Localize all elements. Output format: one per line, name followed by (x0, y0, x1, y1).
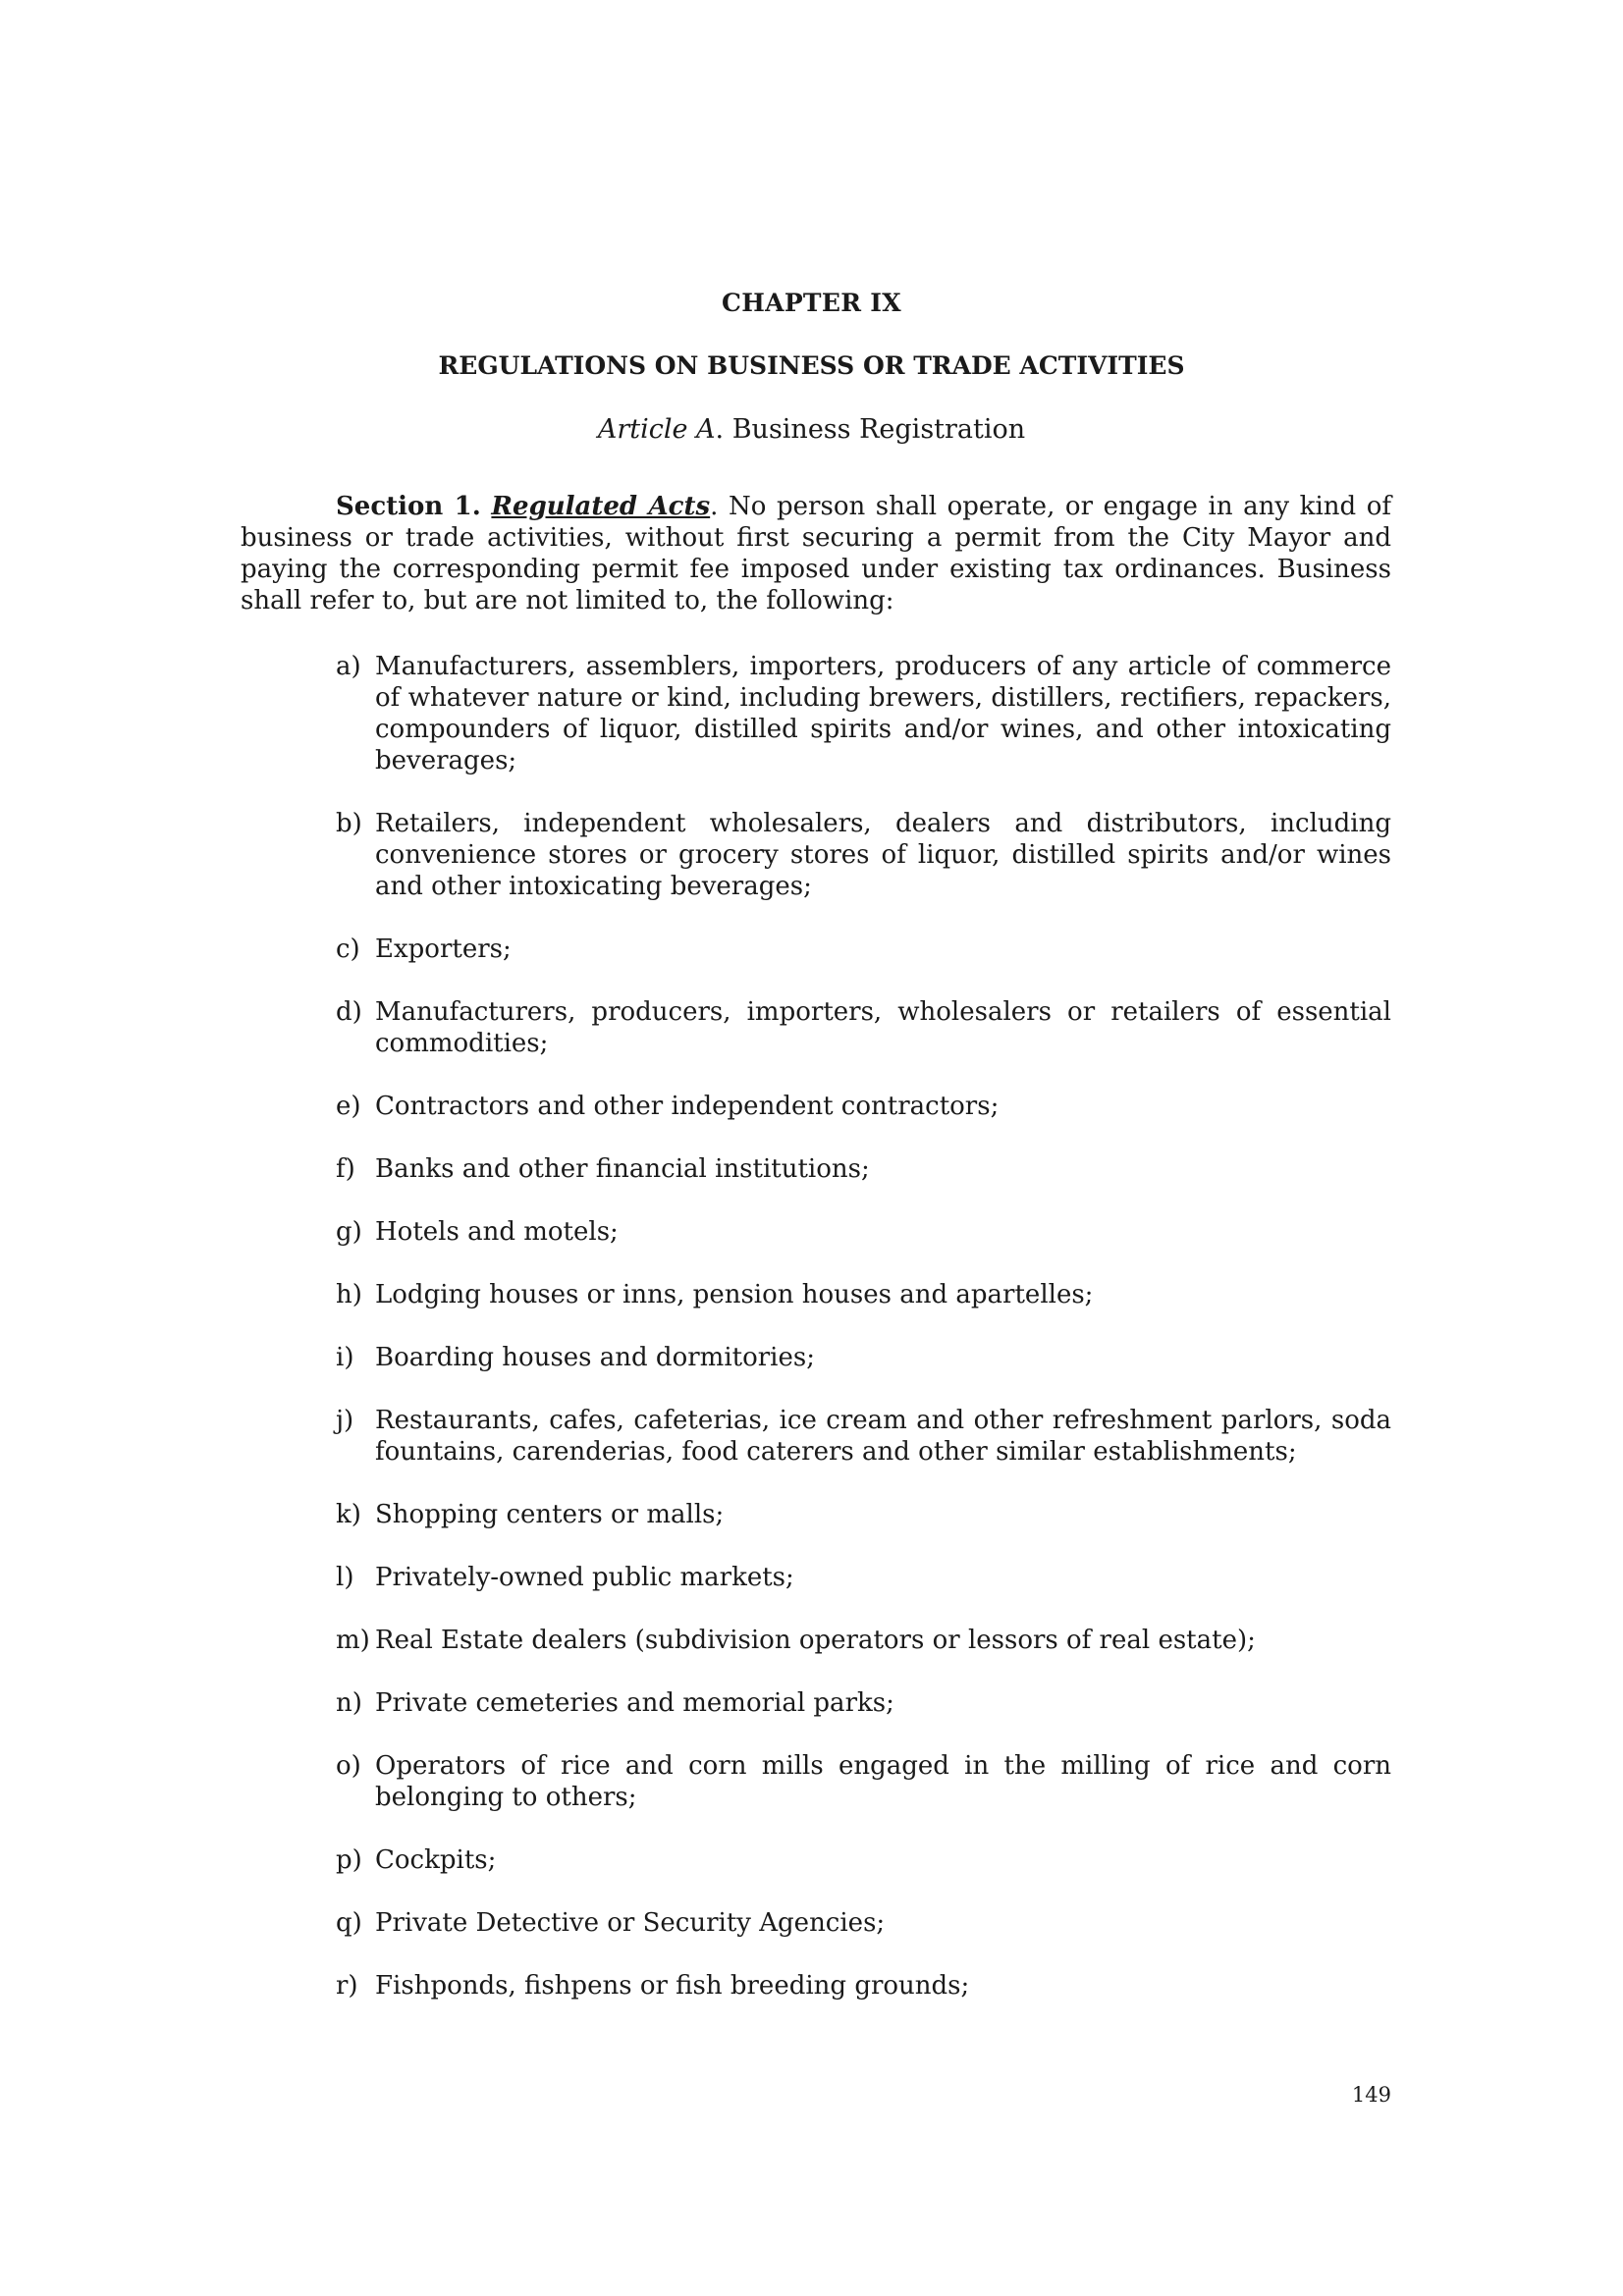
page-number: 149 (1351, 2083, 1391, 2107)
list-item-text: Real Estate dealers (subdivision operators or lessors of real estate); (375, 1626, 1256, 1655)
list-item-label: k) (336, 1500, 361, 1529)
list-item-text: Shopping centers or malls; (375, 1500, 725, 1529)
list-item-label: m) (336, 1626, 370, 1655)
list-item-text: Banks and other financial institutions; (375, 1154, 870, 1184)
list-item-label: j) (336, 1406, 354, 1435)
list-item (336, 1907, 1391, 1939)
section-paragraph (241, 491, 1391, 616)
list-item-text: Private cemeteries and memorial parks; (375, 1688, 894, 1718)
list-item-text: Operators of rice and corn mills engaged in the milling of rice and corn belonging to others; (375, 1751, 1391, 1812)
list-item (336, 1970, 1391, 2002)
list-item-label: r) (336, 1971, 358, 2001)
article-title: . Business Registration (715, 414, 1026, 445)
list-item-label: e) (336, 1092, 361, 1121)
list-item (336, 651, 1391, 776)
list-item-text: Contractors and other independent contractors; (375, 1092, 1000, 1121)
list-item (336, 1405, 1391, 1468)
section-label: Section 1. (336, 492, 481, 521)
list-item (336, 1687, 1391, 1719)
list-item-text: Lodging houses or inns, pension houses and apartelles; (375, 1280, 1094, 1309)
list-item (336, 1562, 1391, 1593)
list-item-label: i) (336, 1343, 354, 1372)
list-item (336, 1750, 1391, 1813)
list-item-label: a) (336, 652, 361, 681)
list-item (336, 996, 1391, 1059)
list-item-label: l) (336, 1563, 354, 1592)
article-heading (0, 414, 1623, 445)
list-item (336, 1091, 1391, 1122)
list-item-label: f) (336, 1154, 355, 1184)
list-item (336, 1216, 1391, 1248)
list-item (336, 1153, 1391, 1185)
list-item-text: Private Detective or Security Agencies; (375, 1908, 886, 1938)
list-item-text: Fishponds, fishpens or fish breeding grounds; (375, 1971, 970, 2001)
section-title: Regulated Acts (491, 492, 711, 521)
list-item (336, 1499, 1391, 1530)
list-item (336, 1625, 1391, 1656)
article-label: Article A (597, 414, 716, 445)
list-item-text: Exporters; (375, 934, 512, 964)
list-item (336, 808, 1391, 902)
list-item (336, 1844, 1391, 1876)
list-item (336, 1279, 1391, 1310)
list-item-label: p) (336, 1845, 362, 1875)
list-item-text: Hotels and motels; (375, 1217, 619, 1247)
list-item-text: Retailers, independent wholesalers, dealers and distributors, including convenience stores or grocery stores of liquor, distilled spirits and/or wines and other intoxicating beverages; (375, 809, 1391, 901)
chapter-heading: CHAPTER IX (722, 289, 901, 317)
list-item-text: Cockpits; (375, 1845, 497, 1875)
list-item-label: g) (336, 1217, 362, 1247)
chapter-title: REGULATIONS ON BUSINESS OR TRADE ACTIVITIES (438, 351, 1185, 380)
list-item-label: h) (336, 1280, 362, 1309)
list-item (336, 1342, 1391, 1373)
list-item-text: Privately-owned public markets; (375, 1563, 794, 1592)
list-item (336, 934, 1391, 965)
business-list (336, 651, 1391, 2033)
list-item-label: b) (336, 809, 362, 838)
list-item-label: c) (336, 934, 360, 964)
list-item-label: d) (336, 997, 362, 1027)
list-item-text: Manufacturers, assemblers, importers, producers of any article of commerce of whatever nature or kind, including brewers, distillers, rectifiers, repackers, compounders of liquor, distilled spirits and/or wines, and other intoxicating beverages; (375, 652, 1391, 775)
section-body: . No person shall operate, or engage in any kind of business or trade activities, without first securing a permit from the City Mayor and paying the corresponding permit fee imposed under existing tax ordinances. Business shall refer to, but are not limited to, the following: (241, 492, 1392, 615)
list-item-label: n) (336, 1688, 362, 1718)
list-item-label: q) (336, 1908, 362, 1938)
list-item-label: o) (336, 1751, 361, 1781)
list-item-text: Manufacturers, producers, importers, wholesalers or retailers of essential commodities; (375, 997, 1391, 1058)
list-item-text: Restaurants, cafes, cafeterias, ice cream and other refreshment parlors, soda fountains, carenderias, food caterers and other similar establishments; (375, 1406, 1391, 1467)
list-item-text: Boarding houses and dormitories; (375, 1343, 815, 1372)
